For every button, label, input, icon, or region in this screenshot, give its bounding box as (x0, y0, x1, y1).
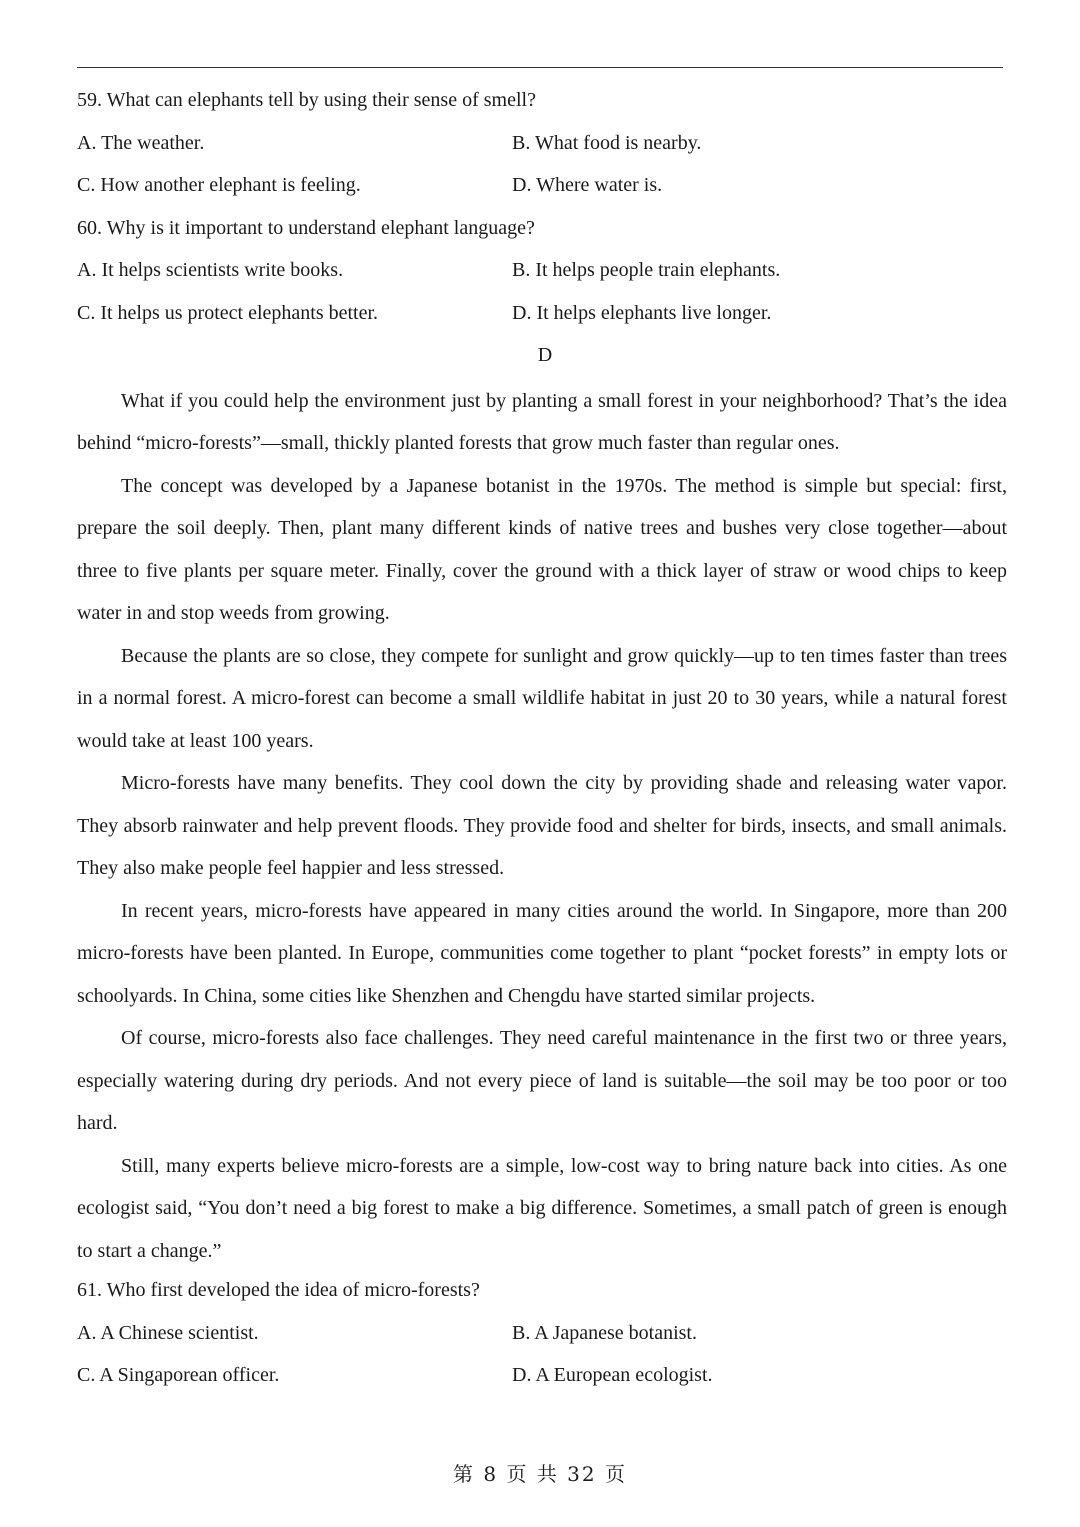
question-61-option-b: B. A Japanese botanist. (512, 1321, 697, 1344)
question-60-stem: 60. Why is it important to understand elephant language? (77, 216, 535, 239)
question-61-option-c: C. A Singaporean officer. (77, 1364, 280, 1386)
page-content (77, 82, 1007, 1400)
question-59-stem: 59. What can elephants tell by using their sense of smell? (77, 89, 536, 111)
question-60-option-d: D. It helps elephants live longer. (512, 301, 772, 324)
question-61-option-a: A. A Chinese scientist. (77, 1321, 259, 1344)
question-60-option-c: C. It helps us protect elephants better. (77, 301, 379, 324)
section-heading: D (537, 344, 553, 366)
question-61-option-d: D. A European ecologist. (512, 1364, 713, 1386)
question-60-option-b: B. It helps people train elephants. (512, 259, 781, 281)
passage-paragraph-2: The concept was developed by a Japanese botanist in the 1970s. The method is simple but special: first, prepare the soil deeply. Then, plant many different kinds of native trees and bushes very close together—about three to five plants per square meter. Finally, cover the ground with a thick layer of straw or wood chips to keep water in and stop weeds from growing. (77, 474, 1007, 624)
passage-paragraph-3: Because the plants are so close, they compete for sunlight and grow quickly—up to ten times faster than trees in a normal forest. A micro-forest can become a small wildlife habitat in just 20 to 30 years, while a natural forest would take at least 100 years. (77, 644, 1007, 752)
passage-paragraph-7: Still, many experts believe micro-forests are a simple, low-cost way to bring nature back into cities. As one ecologist said, “You don’t need a big forest to make a big difference. Sometimes, a small patch of green is enough to start a change.” (77, 1154, 1007, 1262)
passage-paragraph-6: Of course, micro-forests also face challenges. They need careful maintenance in the first two or three years, especially watering during dry periods. And not every piece of land is suitable—the soil may be too poor or too hard. (77, 1027, 1007, 1134)
question-59-option-a: A. The weather. (77, 131, 205, 154)
header-rule (77, 67, 1003, 68)
question-60-options-row-1 (77, 252, 1007, 295)
question-61-options-row-2 (77, 1357, 1007, 1400)
question-59-option-d: D. Where water is. (512, 174, 663, 196)
page-footer: 第 8 页 共 32 页 (453, 1462, 627, 1486)
question-60-option-a: A. It helps scientists write books. (77, 259, 344, 281)
passage-paragraph-4: Micro-forests have many benefits. They cool down the city by providing shade and releasing water vapor. They absorb rainwater and help prevent floods. They provide food and shelter for birds, insects, and small animals. They also make people feel happier and less stressed. (77, 772, 1007, 879)
question-59-options-row-2 (77, 167, 1007, 210)
question-59-option-b: B. What food is nearby. (512, 131, 702, 154)
question-59-options-row-1 (77, 125, 1007, 168)
question-60-options-row-2 (77, 295, 1007, 338)
passage-paragraph-5: In recent years, micro-forests have appeared in many cities around the world. In Singapore, more than 200 micro-forests have been planted. In Europe, communities come together to plant “pocket forests” in empty lots or schoolyards. In China, some cities like Shenzhen and Chengdu have started similar projects. (77, 899, 1007, 1007)
passage-paragraph-1: What if you could help the environment just by planting a small forest in your neighborhood? That’s the idea behind “micro-forests”—small, thickly planted forests that grow much faster than regular ones. (77, 389, 1007, 454)
question-61-options-row-1 (77, 1315, 1007, 1358)
question-61-stem: 61. Who first developed the idea of micro-forests? (77, 1279, 480, 1301)
question-59-option-c: C. How another elephant is feeling. (77, 174, 361, 196)
